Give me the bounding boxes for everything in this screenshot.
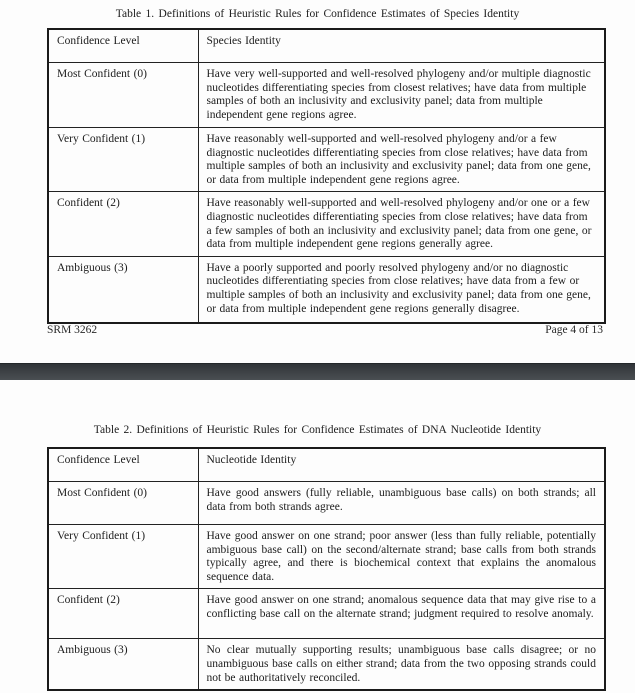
- table-row: [48, 525, 605, 589]
- table1-header-row: [48, 29, 605, 63]
- document-page-5: [0, 380, 635, 693]
- table-row: [48, 482, 605, 525]
- page-separator-bar: [0, 363, 635, 381]
- table-row: [48, 63, 605, 128]
- table1-caption: Table 1. Definitions of Heuristic Rules for Confidence Estimates of Species Identity: [115, 8, 520, 20]
- table2-caption: Table 2. Definitions of Heuristic Rules for Confidence Estimates of DNA Nucleotide Identity: [93, 424, 542, 436]
- confidence-level-cell: Very Confident (1): [48, 525, 198, 589]
- table-row: [48, 192, 605, 256]
- table2-nucleotide-identity: [47, 447, 606, 691]
- confidence-level-cell: Confident (2): [48, 589, 198, 639]
- definition-cell: Have reasonably well-supported and well-resolved phylogeny and/or one or a few diagnostic nucleotides differentiating species from close relatives; have data from a few samples of both an inclusivity and exclusivity panel; data from one gene, or data from multiple independent gene regions generally agree.: [198, 192, 605, 256]
- page-footer: [47, 324, 603, 336]
- definition-cell: Have very well-supported and well-resolved phylogeny and/or multiple diagnostic nucleotides differentiating species from closest relatives; have data from multiple samples of both an inclusivity and exclusivity panel; data from multiple independent gene regions agree.: [198, 63, 605, 128]
- table-row: [48, 589, 605, 639]
- definition-cell: Have reasonably well-supported and well-resolved phylogeny and/or a few diagnostic nucleotides differentiating species from close relatives; have data from multiple samples of both an inclusivity and exclusivity panel; data from one gene, or data from multiple independent gene regions agree.: [198, 128, 605, 192]
- table2-header-nucleotide-identity: Nucleotide Identity: [198, 448, 605, 482]
- confidence-level-cell: Confident (2): [48, 192, 198, 256]
- definition-cell: Have good answers (fully reliable, unambiguous base calls) on both strands; all data from both strands agree.: [198, 482, 605, 525]
- table2-header-confidence-level: Confidence Level: [48, 448, 198, 482]
- table1-header-species-identity: Species Identity: [198, 29, 605, 63]
- definition-cell: Have a poorly supported and poorly resolved phylogeny and/or no diagnostic nucleotides differentiating species from close relatives; have data from a few or multiple samples of both an inclusivity and exclusivity panel; data from one gene, or data from multiple independent gene regions generally disagree.: [198, 256, 605, 323]
- table-row: [48, 256, 605, 323]
- confidence-level-cell: Ambiguous (3): [48, 639, 198, 690]
- table-row: [48, 639, 605, 690]
- confidence-level-cell: Most Confident (0): [48, 482, 198, 525]
- table1-species-identity: [47, 28, 606, 324]
- table-row: [48, 128, 605, 192]
- footer-page-number: Page 4 of 13: [545, 324, 603, 336]
- table1-header-confidence-level: Confidence Level: [48, 29, 198, 63]
- definition-cell: Have good answer on one strand; anomalous sequence data that may give rise to a conflicting base call on the alternate strand; judgment required to resolve anomaly.: [198, 589, 605, 639]
- definition-cell: No clear mutually supporting results; unambiguous base calls disagree; or no unambiguous base calls on either strand; data from the two opposing strands could not be authoritatively reconciled.: [198, 639, 605, 690]
- table2-header-row: [48, 448, 605, 482]
- confidence-level-cell: Most Confident (0): [48, 63, 198, 128]
- confidence-level-cell: Very Confident (1): [48, 128, 198, 192]
- footer-document-id: SRM 3262: [47, 324, 98, 336]
- definition-cell: Have good answer on one strand; poor answer (less than fully reliable, potentially ambiguous base call) on the second/alternate strand; base calls from both strands typically agree, and there is biochemical context that explains the anomalous sequence data.: [198, 525, 605, 589]
- confidence-level-cell: Ambiguous (3): [48, 256, 198, 323]
